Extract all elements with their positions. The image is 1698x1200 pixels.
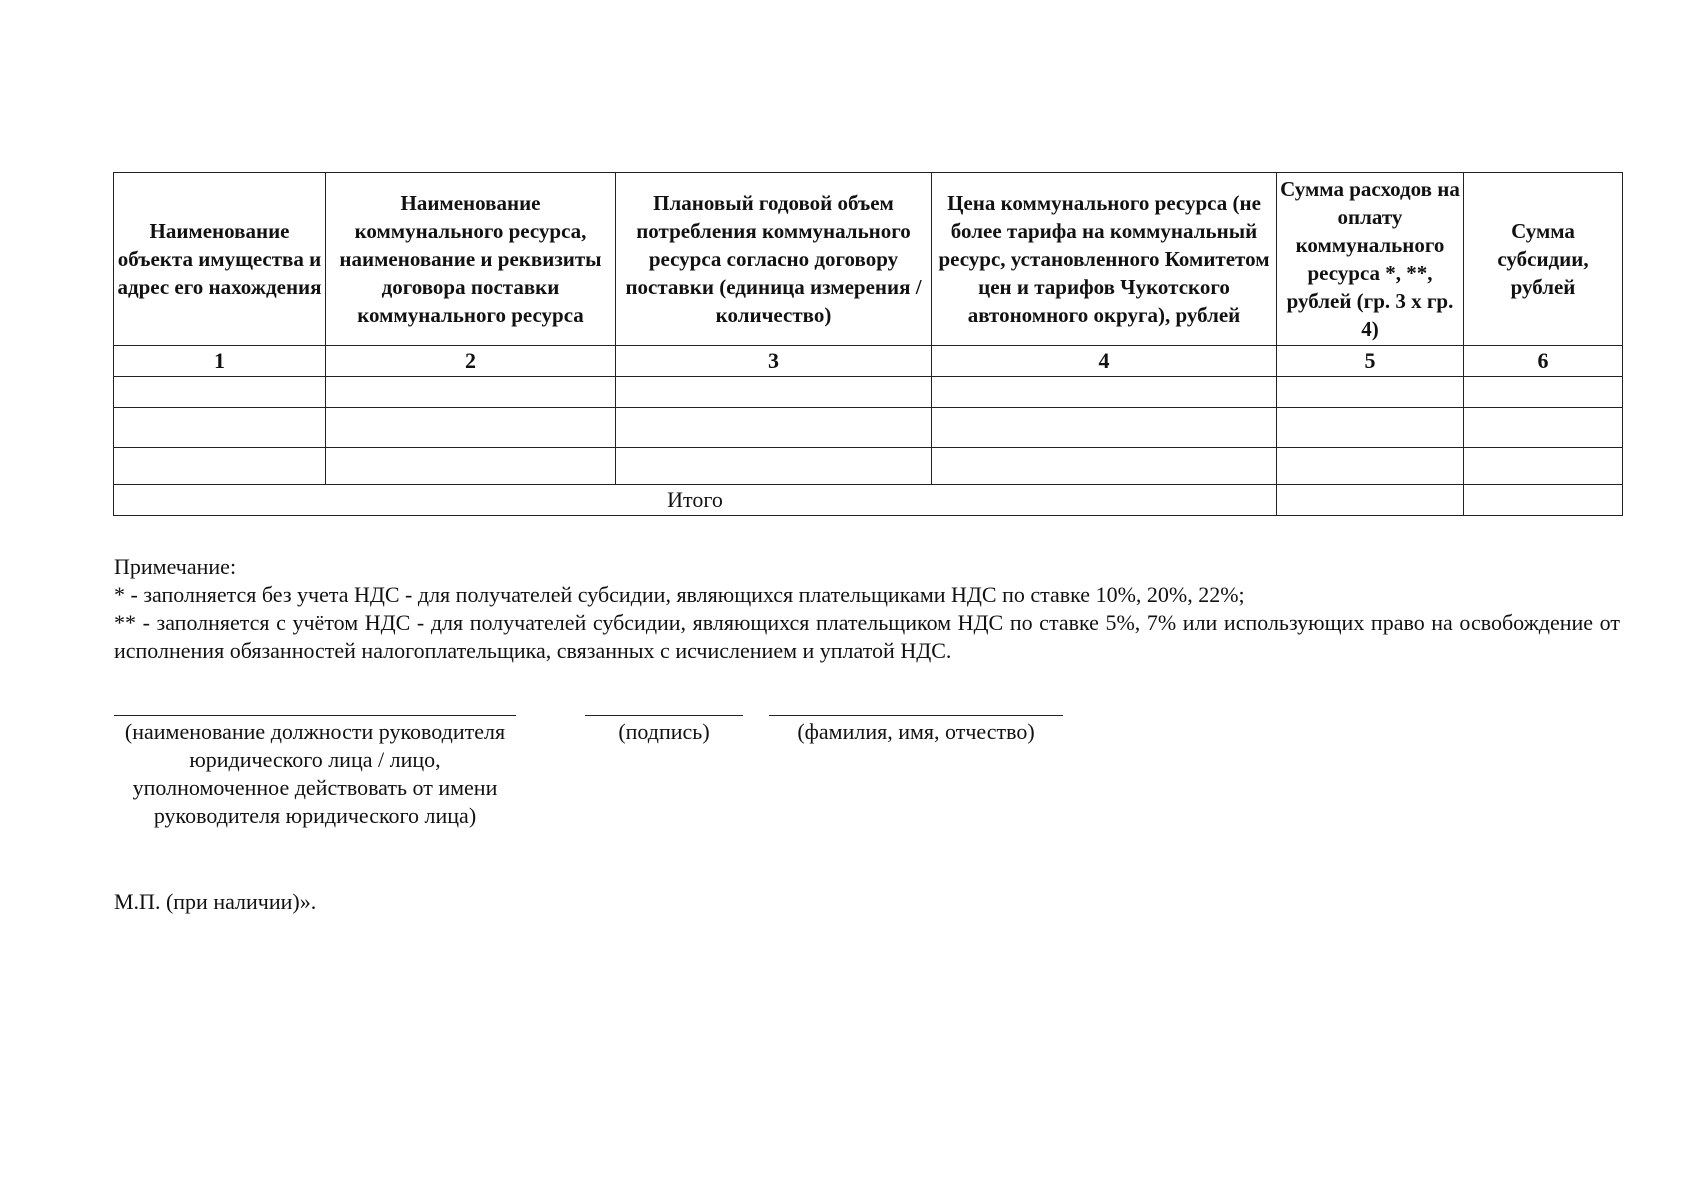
total-subsidy-cell (1464, 485, 1623, 516)
notes-title: Примечание: (114, 554, 237, 579)
empty-cell (1277, 448, 1464, 485)
empty-cell (616, 408, 932, 448)
empty-cell (326, 377, 616, 408)
empty-cell (616, 377, 932, 408)
empty-cell (616, 448, 932, 485)
signature-caption: (подпись) (618, 719, 710, 744)
full-name-caption: (фамилия, имя, отчество) (797, 719, 1035, 744)
total-label: Итого (114, 485, 1277, 516)
empty-cell (326, 448, 616, 485)
total-row (114, 485, 1623, 516)
empty-cell (1277, 408, 1464, 448)
column-number: 2 (326, 346, 616, 377)
header-resource-name: Наименование коммунального ресурса, наименование и реквизиты договора поставки коммунального ресурса (326, 173, 616, 346)
empty-cell (1464, 377, 1623, 408)
signature-line (585, 715, 743, 716)
table-row (114, 448, 1623, 485)
empty-cell (1464, 408, 1623, 448)
table-header-row (114, 173, 1623, 346)
header-resource-price: Цена коммунального ресурса (не более тарифа на коммунальный ресурс, установленного Комитетом цен и тарифов Чукотского автономного округа), рублей (932, 173, 1277, 346)
empty-cell (326, 408, 616, 448)
empty-cell (114, 408, 326, 448)
column-number: 6 (1464, 346, 1623, 377)
column-number: 3 (616, 346, 932, 377)
header-expense-sum: Сумма расходов на оплату коммунального ресурса *, **, рублей (гр. 3 х гр. 4) (1277, 173, 1464, 346)
subsidy-calculation-table (113, 172, 1623, 516)
empty-cell (114, 448, 326, 485)
column-number: 4 (932, 346, 1277, 377)
empty-cell (932, 408, 1277, 448)
column-number: 1 (114, 346, 326, 377)
header-object-name: Наименование объекта имущества и адрес его нахождения (114, 173, 326, 346)
position-signature-line (114, 715, 516, 716)
position-caption: (наименование должности руководителя юридического лица / лицо, уполномоченное действовать от имени руководителя юридического лица) (124, 719, 506, 828)
note-without-vat: * - заполняется без учета НДС - для получателей субсидии, являющихся плательщиками НДС по ставке 10%, 20%, 22%; (114, 582, 1245, 607)
column-number: 5 (1277, 346, 1464, 377)
table-row (114, 377, 1623, 408)
notes-section (114, 553, 1620, 665)
total-expense-cell (1277, 485, 1464, 516)
note-with-vat: ** - заполняется с учётом НДС - для получателей субсидии, являющихся плательщиком НДС по ставке 5%, 7% или использующих право на освобождение от исполнения обязанностей налогоплательщика, связанных с исчислением и уплатой НДС. (114, 610, 1620, 663)
empty-cell (1464, 448, 1623, 485)
header-planned-volume: Плановый годовой объем потребления коммунального ресурса согласно договору поставки (единица измерения / количество) (616, 173, 932, 346)
stamp-placeholder: М.П. (при наличии)». (114, 889, 317, 914)
column-numbers-row (114, 346, 1623, 377)
empty-cell (932, 448, 1277, 485)
table-row (114, 408, 1623, 448)
empty-cell (932, 377, 1277, 408)
empty-cell (1277, 377, 1464, 408)
header-subsidy-sum: Сумма субсидии, рублей (1464, 173, 1623, 346)
empty-cell (114, 377, 326, 408)
full-name-line (769, 715, 1063, 716)
